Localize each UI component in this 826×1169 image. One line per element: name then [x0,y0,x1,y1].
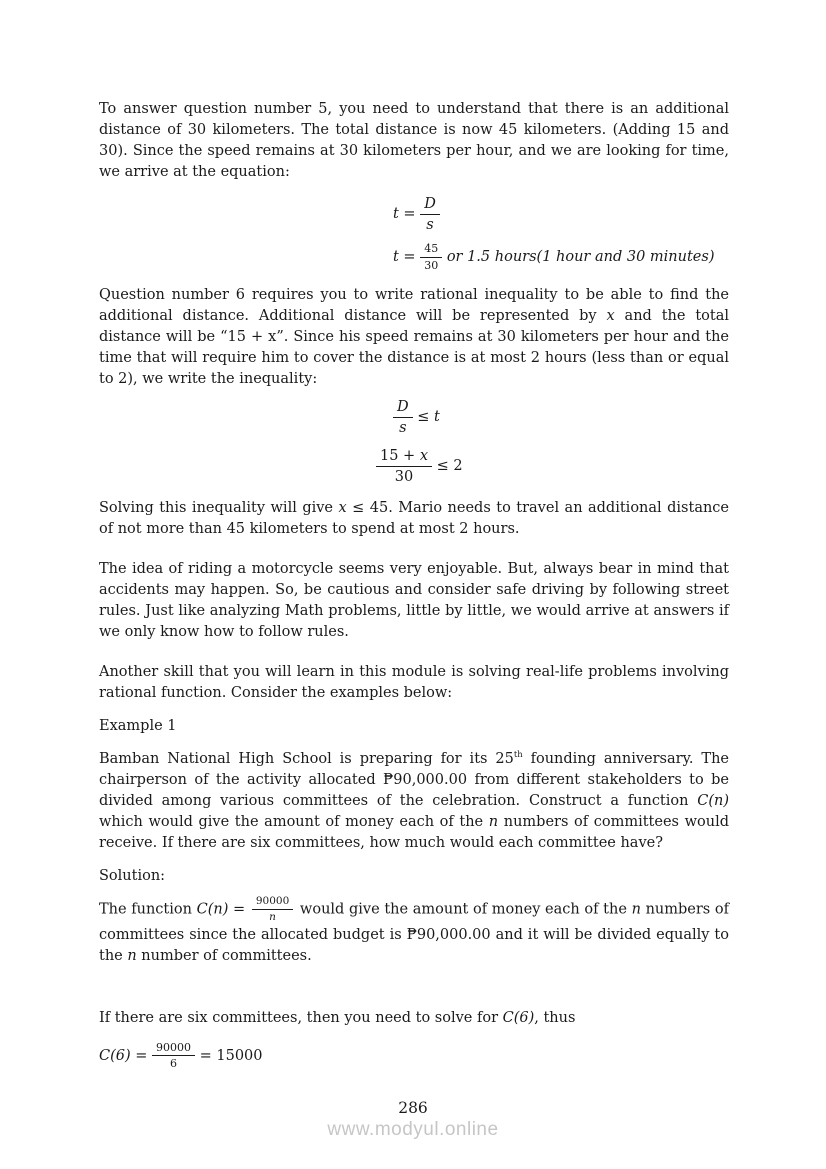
page-content [99,99,729,1071]
equation-c6-value [99,1041,729,1072]
paragraph-motorcycle: The idea of riding a motorcycle seems very enjoyable. But, always bear in mind that accidents may happen. So, be cautious and consider safe driving by following street rules. Just like analyzing Math problems, little by little, we would arrive at answers if we only know how to follow rules. [99,561,729,641]
math-variable-n: n [631,901,641,918]
ordinal-superscript: th [513,749,523,760]
paragraph-another-skill: Another skill that you will learn in this module is solving real-life problems involving rational function. Consider the examples below: [99,664,729,702]
paragraph-solving: Solving this inequality will give x ≤ 45. Mario needs to travel an additional distance of not more than 45 kilometers to spend at most 2 hours. [99,500,730,538]
equation-inequality-value [376,447,729,486]
paragraph-example1-problem: Bamban National High School is preparing for its 25th founding anniversary. The chairperson of the activity allocated ₱90,000.00 from different stakeholders to be divided among various committees of the celebration. Construct a function C(n) which would give the amount of money each of the n numbers of committees would receive. If there are six committees, how much would each committee have? [99,749,730,852]
math-function-c6: C(6) [502,1009,535,1026]
page-footer [0,1097,826,1141]
math-function-cn: C(n) = [196,901,250,918]
math-variable-n: n [127,947,137,964]
math-variable-x: x [419,448,429,464]
equation-rhs: = 15000 [199,1047,263,1064]
math-variable-x: x [606,307,615,324]
equation-time-formula [393,195,729,234]
equation-rhs: ≤ 2 [436,458,463,475]
fraction-d-over-s: $\frac{D}{s}$ [420,195,440,234]
equation-rhs: ≤ t [417,408,440,425]
equation-time-value [393,242,729,273]
math-variable-x: x [338,500,347,517]
paragraph-solution: The function C(n) = $\frac{90000}{n}$ would give the amount of money each of the n numbers of committees since the allocated budget is ₱90,000.00 and it will be divided equally to the n number of committees. [99,895,730,964]
paragraph-question5-text: To answer question number 5, you need to understand that there is an additional distance of 30 kilometers. The total distance is now 45 kilometers. (Adding 15 and 30). Since the speed remains at 30 kilometers per hour, and we are looking for time, we arrive at the equation: [99,101,729,180]
equation-lhs: C(6) = [99,1047,153,1064]
math-variable-n: n [488,814,499,831]
fraction-d-over-s: $\frac{D}{s}$ [393,398,413,437]
paragraph-six-committees: If there are six committees, then you need to solve for C(6), thus [99,1009,576,1026]
equation-lhs: t = [393,206,416,223]
equation-rhs: or 1.5 hours(1 hour and 30 minutes) [446,249,715,265]
page-number: 286 [398,1099,428,1117]
paragraph-question6: Question number 6 requires you to write rational inequality to be able to find the additional distance. Additional distance will be represented by x and the total distance will be “15 + x”. Since his speed remains at 30 kilometers per hour and the time that will require him to cover the distance is at most 2 hours (less than or equal to 2), we write the inequality: [99,286,729,387]
fraction-90000-over-6: $\frac{90000}{6}$ [152,1041,195,1072]
paragraph-question5 [99,99,729,183]
fraction-15x-over-30: $\frac{15 + x}{30}$ [376,447,432,486]
watermark-url: www.modyul.online [327,1119,499,1140]
math-function-cn: C(n) [697,793,729,810]
equation-inequality-formula [393,398,729,437]
equation-lhs: t = [393,249,416,265]
example-1-label: Example 1 [99,718,177,735]
fraction-90000-over-n: $\frac{90000}{n}$ [252,895,293,924]
fraction-45-over-30: $\frac{45}{30}$ [420,242,442,273]
solution-label: Solution: [99,868,166,885]
